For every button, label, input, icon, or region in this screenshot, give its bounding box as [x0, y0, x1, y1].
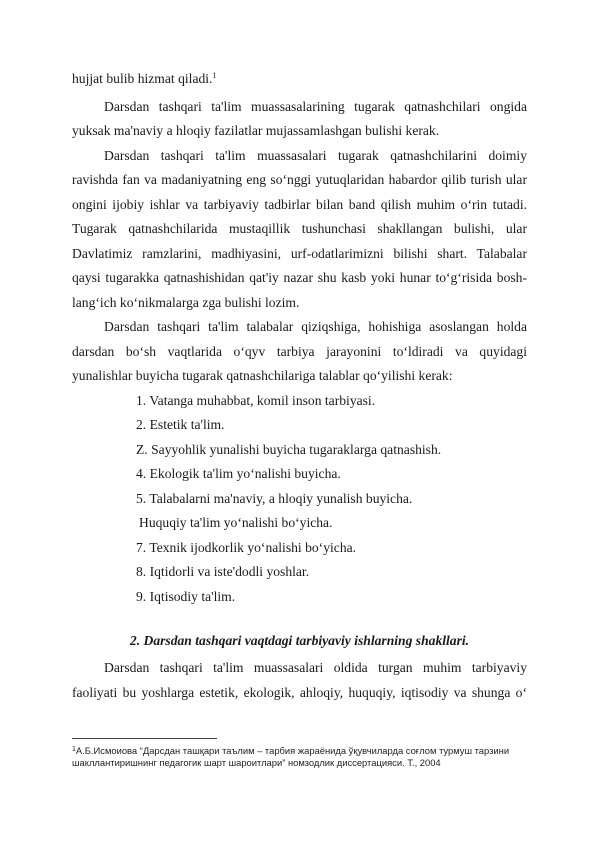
paragraph-line	[72, 67, 527, 88]
list-item: 9. Iqtisodiy ta'lim.	[136, 589, 236, 604]
list-item: 4. Ekologik ta'lim yo‘nalishi buyicha.	[136, 466, 341, 481]
footnote-line	[72, 743, 532, 757]
paragraph-line: Davlatimiz ramzlarini, madhiyasini, urf-odatlarimizni bilishi shart. Talabalar	[72, 246, 527, 261]
list-item: Huquqiy ta'lim yo‘nalishi bo‘yicha.	[139, 515, 333, 530]
paragraph-line: faoliyati bu yoshlarga estetik, ekologik, ahloqiy, huquqiy, iqtisodiy va shunga o‘	[72, 685, 527, 700]
paragraph-line: lang‘ich ko‘nikmalarga zga bulishi lozim.	[72, 295, 300, 310]
footnote-marker: 1	[212, 71, 217, 80]
list-item: 2. Estetik ta'lim.	[136, 417, 225, 432]
list-item: 8. Iqtidorli va iste'dodli yoshlar.	[136, 564, 310, 579]
list-item: 1. Vatanga muhabbat, komil inson tarbiyasi.	[136, 393, 376, 408]
paragraph-line: darsdan bo‘sh vaqtlarida o‘qyv tarbiya jarayonini to‘ldiradi va quyidagi	[72, 344, 527, 359]
paragraph-line: Darsdan tashqari ta'lim muassasalarining tugarak qatnashchilari ongida	[104, 99, 527, 114]
paragraph-line: yuksak ma'naviy a hloqiy fazilatlar mujassamlashgan bulishi kerak.	[72, 123, 440, 138]
footnote-divider	[72, 738, 217, 739]
footnote-number: 1	[72, 746, 76, 753]
list-item: Z. Sayyohlik yunalishi buyicha tugaraklarga qatnashish.	[136, 442, 442, 457]
paragraph-line: ongini ijobiy ishlar va tarbiyaviy tadbirlar bilan band qilish muhim o‘rin tutadi.	[72, 197, 527, 212]
paragraph-line: qaysi tugarakka qatnashishidan qat'iy nazar shu kasb yoki hunar to‘g‘risida bosh-	[72, 270, 527, 285]
section-heading: 2. Darsdan tashqari vaqtdagi tarbiyaviy ishlarning shakllari.	[129, 633, 470, 648]
paragraph-line: Darsdan tashqari ta'lim talabalar qiziqshiga, hohishiga asoslangan holda	[104, 319, 527, 334]
paragraph-line: Darsdan tashqari ta'lim muassasalari oldida turgan muhim tarbiyaviy	[104, 660, 527, 675]
paragraph-line: Darsdan tashqari ta'lim muassasalari tugarak qatnashchilarini doimiy	[104, 148, 527, 163]
text: hujjat bulib hizmat qiladi.	[72, 71, 213, 86]
list-item: 5. Talabalarni ma'naviy, a hloqiy yunalish buyicha.	[136, 491, 413, 506]
footnote-text: А.Б.Исмоиова “Дарсдан ташқари таълим – тарбия жараёнида ўқувчиларда соғлом турмуш тарзини	[75, 745, 510, 756]
paragraph-line: ravishda fan va madaniyatning eng so‘nggi yutuqlaridan habardor qilib turish ular	[72, 172, 527, 187]
list-item: 7. Texnik ijodkorlik yo‘nalishi bo‘yicha.	[136, 540, 357, 555]
footnote-line: шакллантиришнинг педагогик шарт шароитлари” номзодлик диссертацияси. Т., 2004	[72, 757, 441, 768]
paragraph-line: yunalishlar buyicha tugarak qatnashchilariga talablar qo‘yilishi kerak:	[72, 368, 453, 383]
paragraph-line: Tugarak qatnashchilarida mustaqillik tushunchasi shakllangan bulishi, ular	[72, 221, 527, 236]
